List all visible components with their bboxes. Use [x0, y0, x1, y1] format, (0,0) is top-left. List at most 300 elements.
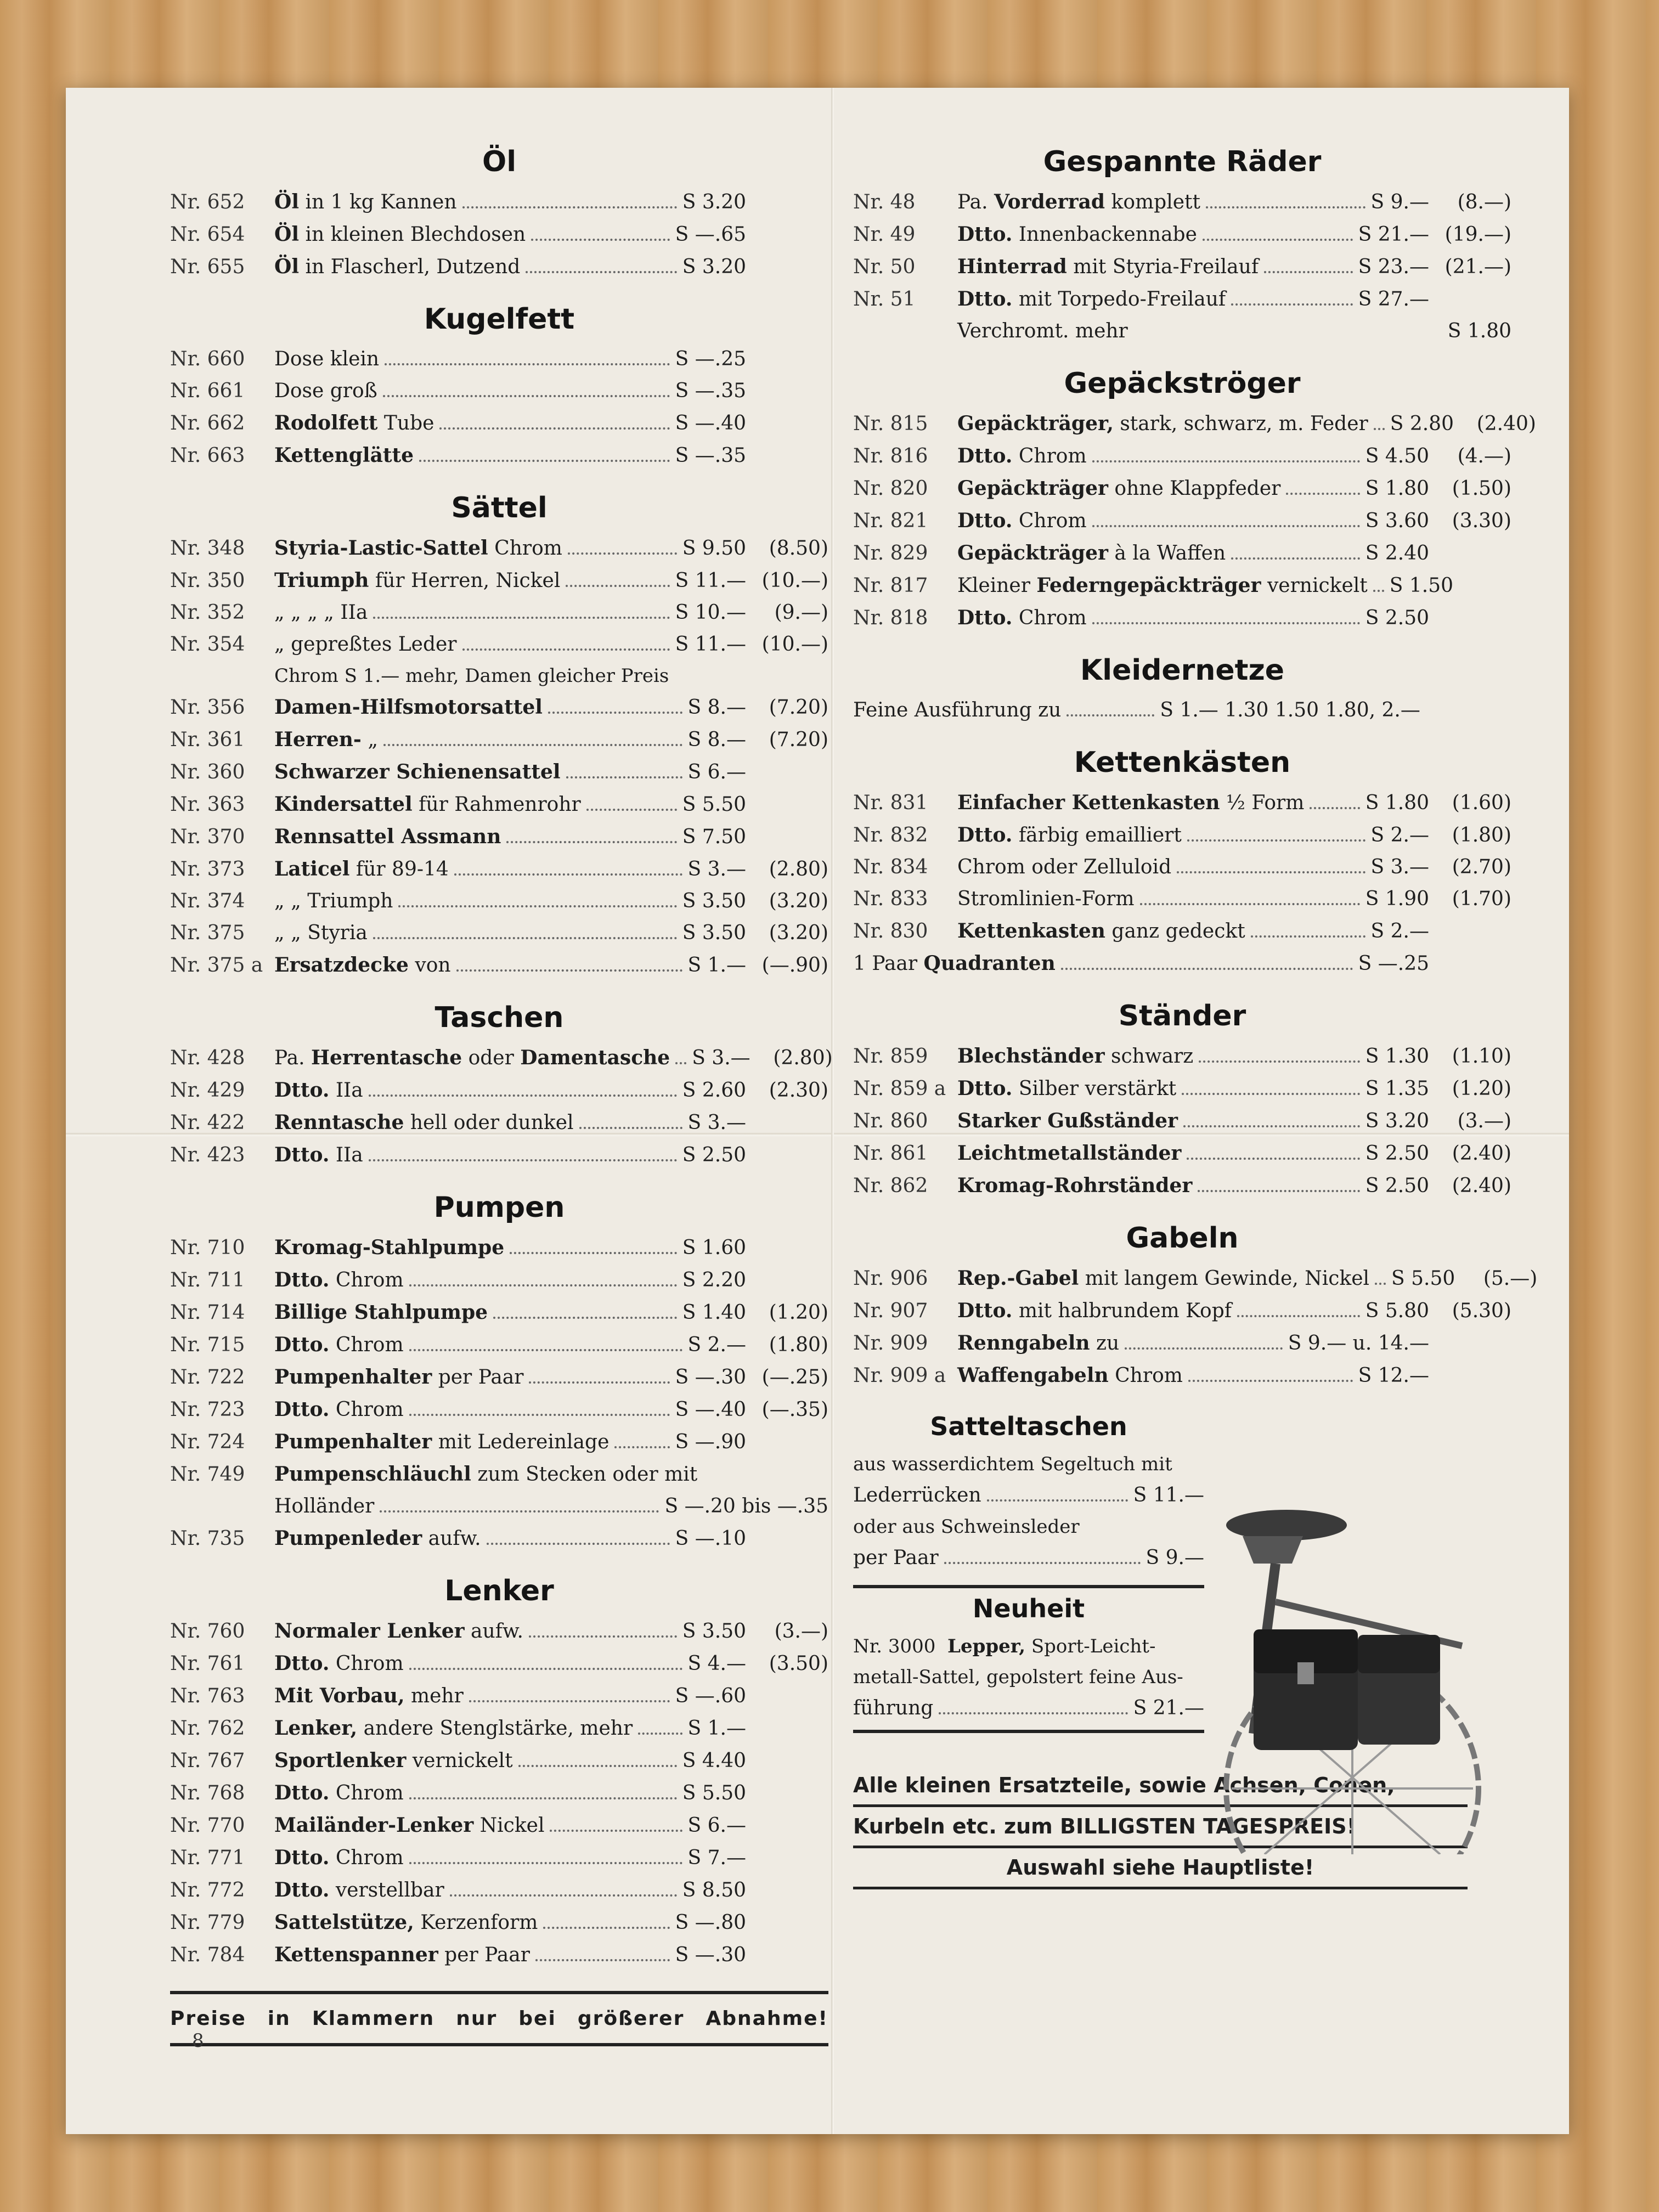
item-price: S 8.— [687, 729, 746, 751]
list-item [170, 218, 828, 251]
list-item [170, 1522, 828, 1555]
item-price-bulk: (8.50) [769, 537, 828, 560]
section-gespannte-raeder [853, 145, 1511, 347]
item-price: S 5.80 [1365, 1300, 1429, 1322]
item-description: Kromag-Stahlpumpe [274, 1236, 505, 1259]
list-item [170, 1107, 828, 1139]
item-description: Pa. Herrentasche oder Damentasche [274, 1046, 670, 1069]
item-description: Kleiner Federngepäckträger vernickelt [957, 574, 1368, 597]
item-description: Laticel für 89-14 [274, 857, 449, 881]
list-item [170, 724, 828, 756]
item-price: S 9.— [1370, 191, 1429, 213]
list-item [853, 1073, 1511, 1105]
item-number: Nr. 722 [170, 1366, 245, 1389]
item-price-bulk: (19.—) [1444, 223, 1511, 246]
item-number: Nr. 652 [170, 191, 245, 213]
list-item [853, 251, 1511, 283]
list-item [170, 629, 828, 661]
item-description: Schwarzer Schienensattel [274, 760, 561, 783]
list-item [853, 1170, 1511, 1202]
item-number: Nr. 51 [853, 288, 916, 311]
item-price: S 2.60 [682, 1079, 746, 1102]
list-item [170, 1745, 828, 1777]
item-price-bulk: (—.35) [761, 1398, 828, 1421]
item-price-bulk: (8.—) [1457, 191, 1511, 213]
item-number: Nr. 662 [170, 412, 245, 435]
item-number: Nr. 862 [853, 1175, 928, 1197]
item-number: Nr. 711 [170, 1269, 245, 1291]
page-number: 8 [192, 2030, 204, 2052]
item-description: Stromlinien-Form [957, 888, 1135, 910]
item-price-bulk: (3.—) [1457, 1110, 1511, 1132]
list-item [853, 602, 1511, 634]
item-description: Dtto. Chrom [274, 1398, 404, 1421]
item-number: Nr. 749 [170, 1463, 245, 1486]
list-item [170, 1232, 828, 1264]
item-description: Kindersattel für Rahmenrohr [274, 793, 581, 816]
item-number: Nr. 710 [170, 1237, 245, 1259]
bicycle-saddlebag-illustration [1210, 1503, 1484, 1854]
item-price: S 3.— [687, 858, 746, 881]
list-item [853, 1040, 1511, 1073]
item-description: Pumpenschläuchl zum Stecken oder mit [274, 1463, 698, 1486]
list-item [170, 1939, 828, 1971]
item-price: S 9.— [1146, 1547, 1204, 1569]
list-item [170, 1139, 828, 1171]
list-item [170, 1426, 828, 1458]
section-gepaecktraeger [853, 367, 1536, 634]
item-description: Mit Vorbau, mehr [274, 1684, 464, 1707]
section-taschen [170, 1001, 833, 1171]
item-price: S 2.80 [1390, 413, 1454, 435]
list-item [170, 597, 828, 629]
item-description: Rep.-Gabel mit langem Gewinde, Nickel [957, 1267, 1370, 1290]
item-price: S 5.50 [682, 1782, 746, 1804]
item-number: Nr. 907 [853, 1300, 928, 1322]
footnote-text: Preise in Klammern nur bei größerer Abnahme! [170, 2007, 828, 2030]
item-price-bulk: (1.50) [1452, 477, 1511, 500]
item-description: Damen-Hilfsmotorsattel [274, 696, 543, 719]
list-item: Feine Ausführung zu S 1.— 1.30 1.50 1.80, 2.— [853, 695, 1511, 726]
item-price: S —.65 [675, 223, 746, 246]
item-description: Hinterrad mit Styria-Freilauf [957, 255, 1259, 278]
item-description: Öl in kleinen Blechdosen [274, 223, 526, 246]
item-description: Sportlenker vernickelt [274, 1749, 513, 1772]
item-description: Dtto. Chrom [957, 444, 1087, 467]
section-title: Lenker [444, 1575, 554, 1607]
item-description: Pa. Vorderrad komplett [957, 190, 1200, 213]
item-price: S 3.50 [682, 890, 746, 912]
item-number: Nr. 818 [853, 607, 928, 629]
item-price: S 2.— [687, 1334, 746, 1356]
item-description: Dose groß [274, 380, 377, 402]
item-price: S —.35 [675, 380, 746, 402]
list-item [170, 407, 828, 439]
item-price: S 9.50 [682, 537, 746, 560]
section-title: Kettenkästen [1074, 746, 1291, 779]
section-saettel [170, 492, 828, 981]
item-price-bulk: (1.10) [1452, 1045, 1511, 1068]
list-item [853, 787, 1511, 819]
list-item [853, 569, 1511, 602]
item-number: Nr. 356 [170, 696, 245, 719]
item-number: Nr. 714 [170, 1301, 245, 1324]
item-price-bulk: (5.30) [1452, 1300, 1511, 1322]
list-item [853, 186, 1511, 218]
item-price-bulk: (2.80) [773, 1047, 833, 1069]
section-title: Kleidernetze [1080, 654, 1285, 687]
item-number: Nr. 360 [170, 761, 245, 783]
item-number: Nr. 654 [170, 223, 245, 246]
item-description: Leichtmetallständer [957, 1142, 1182, 1165]
item-description: Kettenglätte [274, 444, 414, 467]
item-price-bulk: (3.20) [769, 890, 828, 912]
item-description: Kettenkasten ganz gedeckt [957, 919, 1245, 943]
item-description: Kettenspanner per Paar [274, 1943, 530, 1966]
item-number: Nr. 770 [170, 1814, 245, 1837]
item-description: Triumph für Herren, Nickel [274, 569, 561, 592]
item-number: Nr. 909 [853, 1332, 928, 1355]
item-number: Nr. 363 [170, 793, 245, 816]
list-item [170, 1680, 828, 1712]
list-item [853, 440, 1511, 472]
section-kettenkaesten [853, 746, 1511, 980]
section-title: Gabeln [1126, 1222, 1239, 1255]
item-description: Dtto. färbig emailliert [957, 823, 1182, 847]
item-price: S 2.50 [1365, 607, 1429, 629]
item-number: Nr. 422 [170, 1111, 245, 1134]
item-number: Nr. 763 [170, 1685, 245, 1707]
item-price: S 1.80 [1365, 477, 1429, 500]
list-item [170, 1042, 833, 1074]
item-price: S 11.— [675, 633, 746, 656]
left-column [170, 145, 833, 2052]
item-number: Nr. 832 [853, 824, 928, 847]
item-number: Nr. 772 [170, 1879, 245, 1901]
list-item [170, 1647, 828, 1680]
list-item [170, 1842, 828, 1874]
item-description: Ersatzdecke von [274, 953, 451, 977]
item-price: S 3.50 [682, 922, 746, 944]
item-number: Nr. 761 [170, 1652, 245, 1675]
section-title: Gepäckströger [1064, 367, 1301, 400]
item-number: Nr. 830 [853, 920, 928, 943]
list-item [170, 1874, 828, 1906]
promo-box: Alle kleinen Ersatzteile, sowie Achsen, Conen, Kurbeln etc. zum BILLIGSTEN TAGESPREIS! Auswahl siehe Hauptliste! [853, 1766, 1468, 1889]
list-item [853, 1359, 1511, 1392]
catalog-page [66, 88, 1569, 2134]
item-description: Gepäckträger ohne Klappfeder [957, 477, 1281, 500]
list-item [170, 565, 828, 597]
section-title: Pumpen [433, 1191, 565, 1224]
section-title: Ständer [1118, 1000, 1246, 1032]
list-item [853, 883, 1511, 915]
item-number: Nr. 429 [170, 1079, 245, 1102]
item-description: Rodolfett Tube [274, 411, 435, 435]
item-price: S 1.50 [1389, 574, 1454, 597]
list-item [853, 819, 1511, 851]
item-price-bulk: (1.80) [1452, 824, 1511, 847]
item-number: Nr. 860 [853, 1110, 928, 1132]
item-price: S —.25 [675, 348, 746, 370]
item-price: S 8.50 [682, 1879, 746, 1901]
section-satteltaschen: Satteltaschen aus wasserdichtem Segeltuch mit Lederrücken S 11.— oder aus Schweinsleder per Paar S 9.— [853, 1412, 1204, 1574]
item-price-bulk: (—.90) [761, 954, 828, 977]
item-number: Nr. 779 [170, 1911, 245, 1934]
item-price: S 1.— [687, 1717, 746, 1740]
item-description: Chrom oder Zelluloid [957, 856, 1172, 878]
item-description: Gepäckträger, stark, schwarz, m. Feder [957, 412, 1368, 435]
section-pumpen [170, 1191, 828, 1555]
item-number: Nr. 375 a [170, 954, 263, 977]
item-price-bulk: (3.—) [774, 1620, 828, 1643]
list-item [853, 537, 1511, 569]
section-title: Neuheit [972, 1594, 1085, 1623]
item-description: Mailänder-Lenker Nickel [274, 1814, 545, 1837]
item-description: Sattelstütze, Kerzenform [274, 1911, 538, 1934]
item-number: Nr. 352 [170, 601, 245, 624]
list-item [170, 821, 828, 853]
item-number: Nr. 771 [170, 1847, 245, 1869]
item-description: Dtto. IIa [274, 1143, 363, 1166]
item-number: Nr. 373 [170, 858, 245, 881]
list-item [170, 1296, 828, 1329]
item-price: S —.40 [675, 1398, 746, 1421]
item-description: Einfacher Kettenkasten ½ Form [957, 791, 1305, 814]
item-description: Lenker, andere Stenglstärke, mehr [274, 1717, 633, 1740]
section-gabeln [853, 1222, 1538, 1392]
item-price-bulk: (—.25) [761, 1366, 828, 1389]
item-price-bulk: (4.—) [1457, 445, 1511, 467]
list-item [853, 915, 1511, 947]
item-price-bulk: (5.—) [1483, 1267, 1538, 1290]
item-price: S 2.50 [682, 1144, 746, 1166]
item-number: Nr. 767 [170, 1750, 245, 1772]
list-item [170, 343, 828, 375]
item-price-bulk: (1.60) [1452, 792, 1511, 814]
item-description: Öl in Flascherl, Dutzend [274, 255, 521, 278]
item-number: Nr. 833 [853, 888, 928, 910]
item-description: Pumpenhalter per Paar [274, 1365, 524, 1389]
item-price-bulk: (3.20) [769, 922, 828, 944]
section-title: Kugelfett [424, 303, 575, 336]
item-price-bulk: (2.40) [1452, 1142, 1511, 1165]
item-price: S —.35 [675, 444, 746, 467]
item-number: Nr. 829 [853, 542, 928, 565]
item-number: Nr. 370 [170, 826, 245, 848]
item-price: S 1.80 [1365, 792, 1429, 814]
item-price: S 12.— [1358, 1364, 1429, 1387]
section-title: Taschen [435, 1001, 564, 1034]
item-price-bulk: (2.30) [769, 1079, 828, 1102]
item-price: S —.25 [1358, 952, 1429, 975]
item-number: Nr. 655 [170, 256, 245, 278]
item-price: S 7.50 [682, 826, 746, 848]
item-number: Nr. 762 [170, 1717, 245, 1740]
item-price: S 6.— [687, 761, 746, 783]
item-price: S 1.35 [1365, 1077, 1429, 1100]
item-price: S 1.80 [1447, 320, 1511, 342]
item-number: Nr. 361 [170, 729, 245, 751]
list-item [853, 1262, 1538, 1295]
list-item [853, 472, 1511, 505]
item-price: S —.80 [675, 1911, 746, 1934]
item-number: Nr. 831 [853, 792, 928, 814]
item-price: S 8.— [687, 696, 746, 719]
item-price-bulk: (7.20) [769, 696, 828, 719]
item-price: S 21.— [1133, 1697, 1204, 1719]
list-item [853, 408, 1536, 440]
item-number: Nr. 375 [170, 922, 245, 944]
item-price-bulk: (7.20) [769, 729, 828, 751]
item-number: Nr. 50 [853, 256, 916, 278]
item-price: S 7.— [687, 1847, 746, 1869]
item-price: S 1.— [687, 954, 746, 977]
item-number: Nr. 735 [170, 1527, 245, 1550]
item-price: S 3.20 [682, 191, 746, 213]
section-oel [170, 145, 828, 283]
item-number: Nr. 784 [170, 1944, 245, 1966]
list-item [853, 1105, 1511, 1137]
item-description: Normaler Lenker aufw. [274, 1620, 523, 1643]
list-item [170, 439, 828, 472]
item-description: Dtto. mit Torpedo-Freilauf [957, 287, 1226, 311]
item-price: S 4.— [687, 1652, 746, 1675]
item-description: „ „ Triumph [274, 890, 393, 912]
price-footnote [170, 1991, 828, 2046]
item-number: Nr. 423 [170, 1144, 245, 1166]
section-kleidernetze [853, 654, 1511, 726]
item-price: S 11.— [675, 569, 746, 592]
item-price: S —.60 [675, 1685, 746, 1707]
section-title: Gespannte Räder [1043, 145, 1322, 178]
list-item [170, 756, 828, 788]
item-price: S 3.60 [1365, 510, 1429, 532]
list-item [853, 1295, 1511, 1327]
list-item [853, 851, 1511, 883]
list-item [853, 1327, 1511, 1359]
item-price: S 1.— 1.30 1.50 1.80, 2.— [1160, 699, 1420, 721]
list-item [170, 1264, 828, 1296]
item-number: Nr. 821 [853, 510, 928, 532]
item-number: Nr. 48 [853, 191, 916, 213]
list-item [170, 1809, 828, 1842]
item-description: Dtto. Chrom [274, 1333, 404, 1356]
item-number: Nr. 724 [170, 1431, 245, 1453]
item-price: S —.10 [675, 1527, 746, 1550]
item-description: Pumpenleder aufw. [274, 1527, 481, 1550]
item-price: S 2.50 [1365, 1175, 1429, 1197]
item-number: Nr. 348 [170, 537, 245, 560]
item-description: Kromag-Rohrständer [957, 1174, 1193, 1197]
section-staender [853, 1000, 1511, 1202]
list-item [170, 1615, 828, 1647]
item-price: S 3.— [687, 1111, 746, 1134]
item-price-bulk: (1.70) [1452, 888, 1511, 910]
list-item [853, 1137, 1511, 1170]
item-price: S 2.— [1370, 920, 1429, 943]
item-description: Dtto. mit halbrundem Kopf [957, 1299, 1232, 1322]
list-item [170, 1906, 828, 1939]
item-description: Dtto. Chrom [957, 606, 1087, 629]
item-description: Dtto. Chrom [274, 1781, 404, 1804]
section-title: Öl [482, 145, 517, 178]
item-price: S 5.50 [1391, 1267, 1455, 1290]
section-neuheit: Neuheit Nr. 3000 Lepper, Sport-Leicht- metall-Sattel, gepolstert feine Aus- führung S 21.— [853, 1585, 1204, 1733]
item-price: S 2.40 [1365, 542, 1429, 565]
item-price: S 5.50 [682, 793, 746, 816]
item-price: S 1.30 [1365, 1045, 1429, 1068]
list-item [170, 1712, 828, 1745]
item-number: Nr. 760 [170, 1620, 245, 1643]
item-description: Styria-Lastic-Sattel Chrom [274, 537, 562, 560]
item-number: Nr. 350 [170, 569, 245, 592]
paper-fold-vertical [831, 88, 834, 2134]
list-item-continuation: Holländer S —.20 bis —.35 [170, 1491, 828, 1522]
item-description: Pumpenhalter mit Ledereinlage [274, 1430, 610, 1453]
item-description: Dtto. Chrom [274, 1268, 404, 1291]
list-item [170, 949, 828, 981]
item-price: S 10.— [675, 601, 746, 624]
list-item [170, 885, 828, 917]
list-item [170, 1777, 828, 1809]
section-kugelfett [170, 303, 828, 472]
item-price-bulk: (10.—) [761, 633, 828, 656]
section-title: Sättel [451, 492, 548, 524]
section-lenker [170, 1575, 828, 1971]
item-price: S —.40 [675, 412, 746, 435]
item-price: S 9.— u. 14.— [1288, 1332, 1429, 1355]
item-number: Nr. 660 [170, 348, 245, 370]
list-item [170, 186, 828, 218]
item-price-bulk: (1.80) [769, 1334, 828, 1356]
item-price: S —.90 [675, 1431, 746, 1453]
item-number: Nr. 815 [853, 413, 928, 435]
item-description: Dtto. Chrom [957, 509, 1087, 532]
item-price-bulk: (2.40) [1452, 1175, 1511, 1197]
item-number: Nr. 661 [170, 380, 245, 402]
item-number: Nr. 816 [853, 445, 928, 467]
item-number: Nr. 354 [170, 633, 245, 656]
item-price-bulk: (10.—) [761, 569, 828, 592]
item-description: „ „ Styria [274, 922, 368, 944]
item-description: Dtto. Silber verstärkt [957, 1077, 1177, 1100]
item-price-bulk: (3.50) [769, 1652, 828, 1675]
item-price: S 4.50 [1365, 445, 1429, 467]
item-number: Nr. 715 [170, 1334, 245, 1356]
item-description: Billige Stahlpumpe [274, 1301, 488, 1324]
item-description: Dtto. Chrom [274, 1846, 404, 1869]
list-item [170, 1393, 828, 1426]
item-number: Nr. 820 [853, 477, 928, 500]
section-title: Satteltaschen [930, 1412, 1127, 1441]
item-price: S 3.— [692, 1047, 751, 1069]
list-item [170, 691, 828, 724]
item-price-bulk: (21.—) [1444, 256, 1511, 278]
item-number: Nr. 49 [853, 223, 916, 246]
item-number: Nr. 723 [170, 1398, 245, 1421]
item-price: S —.30 [675, 1944, 746, 1966]
item-description: Herren- „ [274, 728, 378, 751]
item-description: Waffengabeln Chrom [957, 1364, 1183, 1387]
item-number: Nr. 859 [853, 1045, 928, 1068]
item-description: Dtto. Chrom [274, 1652, 404, 1675]
item-price-bulk: (3.30) [1452, 510, 1511, 532]
item-price: S 2.50 [1365, 1142, 1429, 1165]
item-price-bulk: (1.20) [769, 1301, 828, 1324]
item-description: Renntasche hell oder dunkel [274, 1111, 574, 1134]
item-description: Dose klein [274, 348, 380, 370]
